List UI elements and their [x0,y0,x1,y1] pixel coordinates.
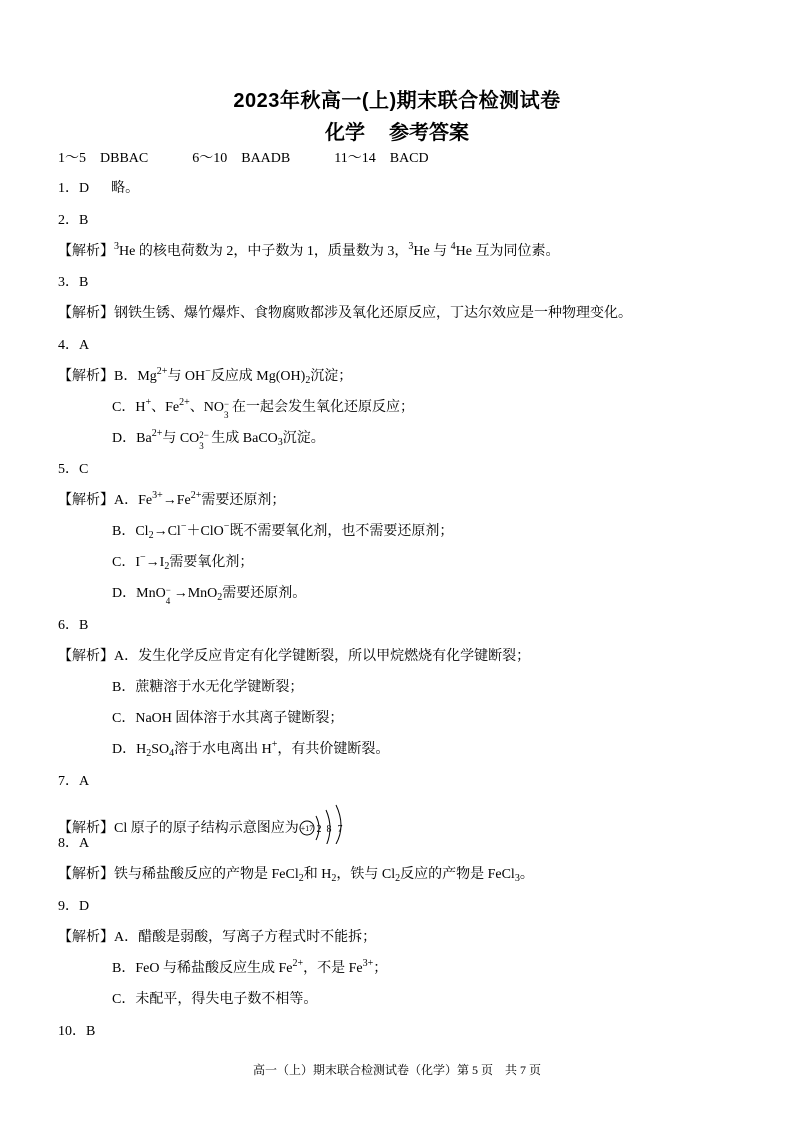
q5-option-d: D．MnO − 4 →MnO$_2$需要还原剂。 [112,585,307,606]
analysis-tag: 【解析】 [58,649,114,664]
q5-option-a: 【解析】A．$Fe^{3+}\to Fe^{2+}$需要还原剂； [58,490,286,508]
q5-option-b: B．$Cl_2\to Cl^-+ClO^-$既不需要氧化剂，也不需要还原剂； [112,521,454,541]
shell-2-electrons: 8 [326,824,332,835]
atom-structure-diagram [299,804,355,844]
range-3: 11～14 [334,151,376,166]
page-title: 2023年秋高一(上)期末联合检测试卷 [233,90,561,112]
q8-number: 8．A [58,836,90,851]
shell-1-electrons: 2 [316,824,322,835]
q2-number: 2．B [58,213,89,228]
q6-number: 6．B [58,618,89,633]
q9-option-b: B．FeO 与稀盐酸反应生成 $Fe^{2+}$，不是 $Fe^{3+}$； [112,958,388,976]
answers-3: BACD [389,151,429,166]
q1-number: 1．D [58,181,90,196]
q5-option-c: C．$I^-\to I_2$需要氧化剂； [112,552,254,572]
q2-explanation: 【解析】$^3$He 的核电荷数为 2，中子数为 1，质量数为 3，$^3$He 与 $^4$He 互为同位素。 [58,241,560,259]
analysis-tag: 【解析】 [58,867,114,882]
q10-number: 10．B [58,1024,96,1039]
answers-2: BAADB [241,151,291,166]
page-subtitle [0,116,794,145]
q1-note: 略。 [111,181,140,196]
q4-number: 4．A [58,338,90,353]
q9-option-c: C．未配平，得失电子数不相等。 [112,992,318,1007]
q3-explanation: 【解析】钢铁生锈、爆竹爆炸、食物腐败都涉及氧化还原反应，丁达尔效应是一种物理变化。 [58,306,632,321]
answers-1: DBBAC [100,151,149,166]
q7-explanation: 【解析】Cl 原子的原子结构示意图应为 +17 2 8 7 [58,804,355,844]
q6-option-b: B．蔗糖溶于水无化学键断裂； [112,680,304,695]
q4-option-c: C．H+、$Fe^{2+}$、NO − 3 在一起会发生氧化还原反应； [112,397,414,420]
analysis-tag: 【解析】 [58,306,114,321]
q6-option-c: C．NaOH 固体溶于水其离子键断裂； [112,711,344,726]
answer-key-label: 参考答案 [389,122,469,144]
q4-option-d: D．$Ba^{2+}$与 CO 2− 3 生成 BaCO$_3$沉淀。 [112,428,325,451]
q9-option-a: 【解析】A．醋酸是弱酸，写离子方程式时不能拆； [58,930,377,945]
answer-summary [58,150,429,168]
analysis-tag: 【解析】 [58,930,114,945]
shell-3-electrons: 7 [337,824,343,835]
analysis-tag: 【解析】 [58,244,114,259]
analysis-tag: 【解析】 [58,821,114,836]
range-1: 1～5 [58,151,86,166]
q6-option-a: 【解析】A．发生化学反应肯定有化学键断裂，所以甲烷燃烧有化学键断裂； [58,649,531,664]
q5-number: 5．C [58,462,89,477]
q9-number: 9．D [58,899,90,914]
range-2: 6～10 [192,151,228,166]
analysis-tag: 【解析】 [58,493,114,508]
q7-number: 7．A [58,774,90,789]
nucleus-charge: +17 [300,824,313,833]
q8-explanation: 【解析】铁与稀盐酸反应的产物是 FeCl$_2$和 $H_2$，铁与 $Cl_2$反应的产物是 FeCl$_3$。 [58,867,534,884]
page-footer: 高一（上）期末联合检测试卷（化学）第 5 页 共 7 页 [252,1063,541,1077]
q4-option-b: 【解析】B．$Mg^{2+}$与 OH−反应成 $Mg(OH)_2$沉淀； [58,366,353,386]
subject-label: 化学 [325,122,365,144]
q6-option-d: D．$H_2SO_4$溶于水电离出 H+，有共价键断裂。 [112,739,390,759]
q1-line [58,180,139,198]
q3-number: 3．B [58,275,89,290]
analysis-tag: 【解析】 [58,369,114,384]
